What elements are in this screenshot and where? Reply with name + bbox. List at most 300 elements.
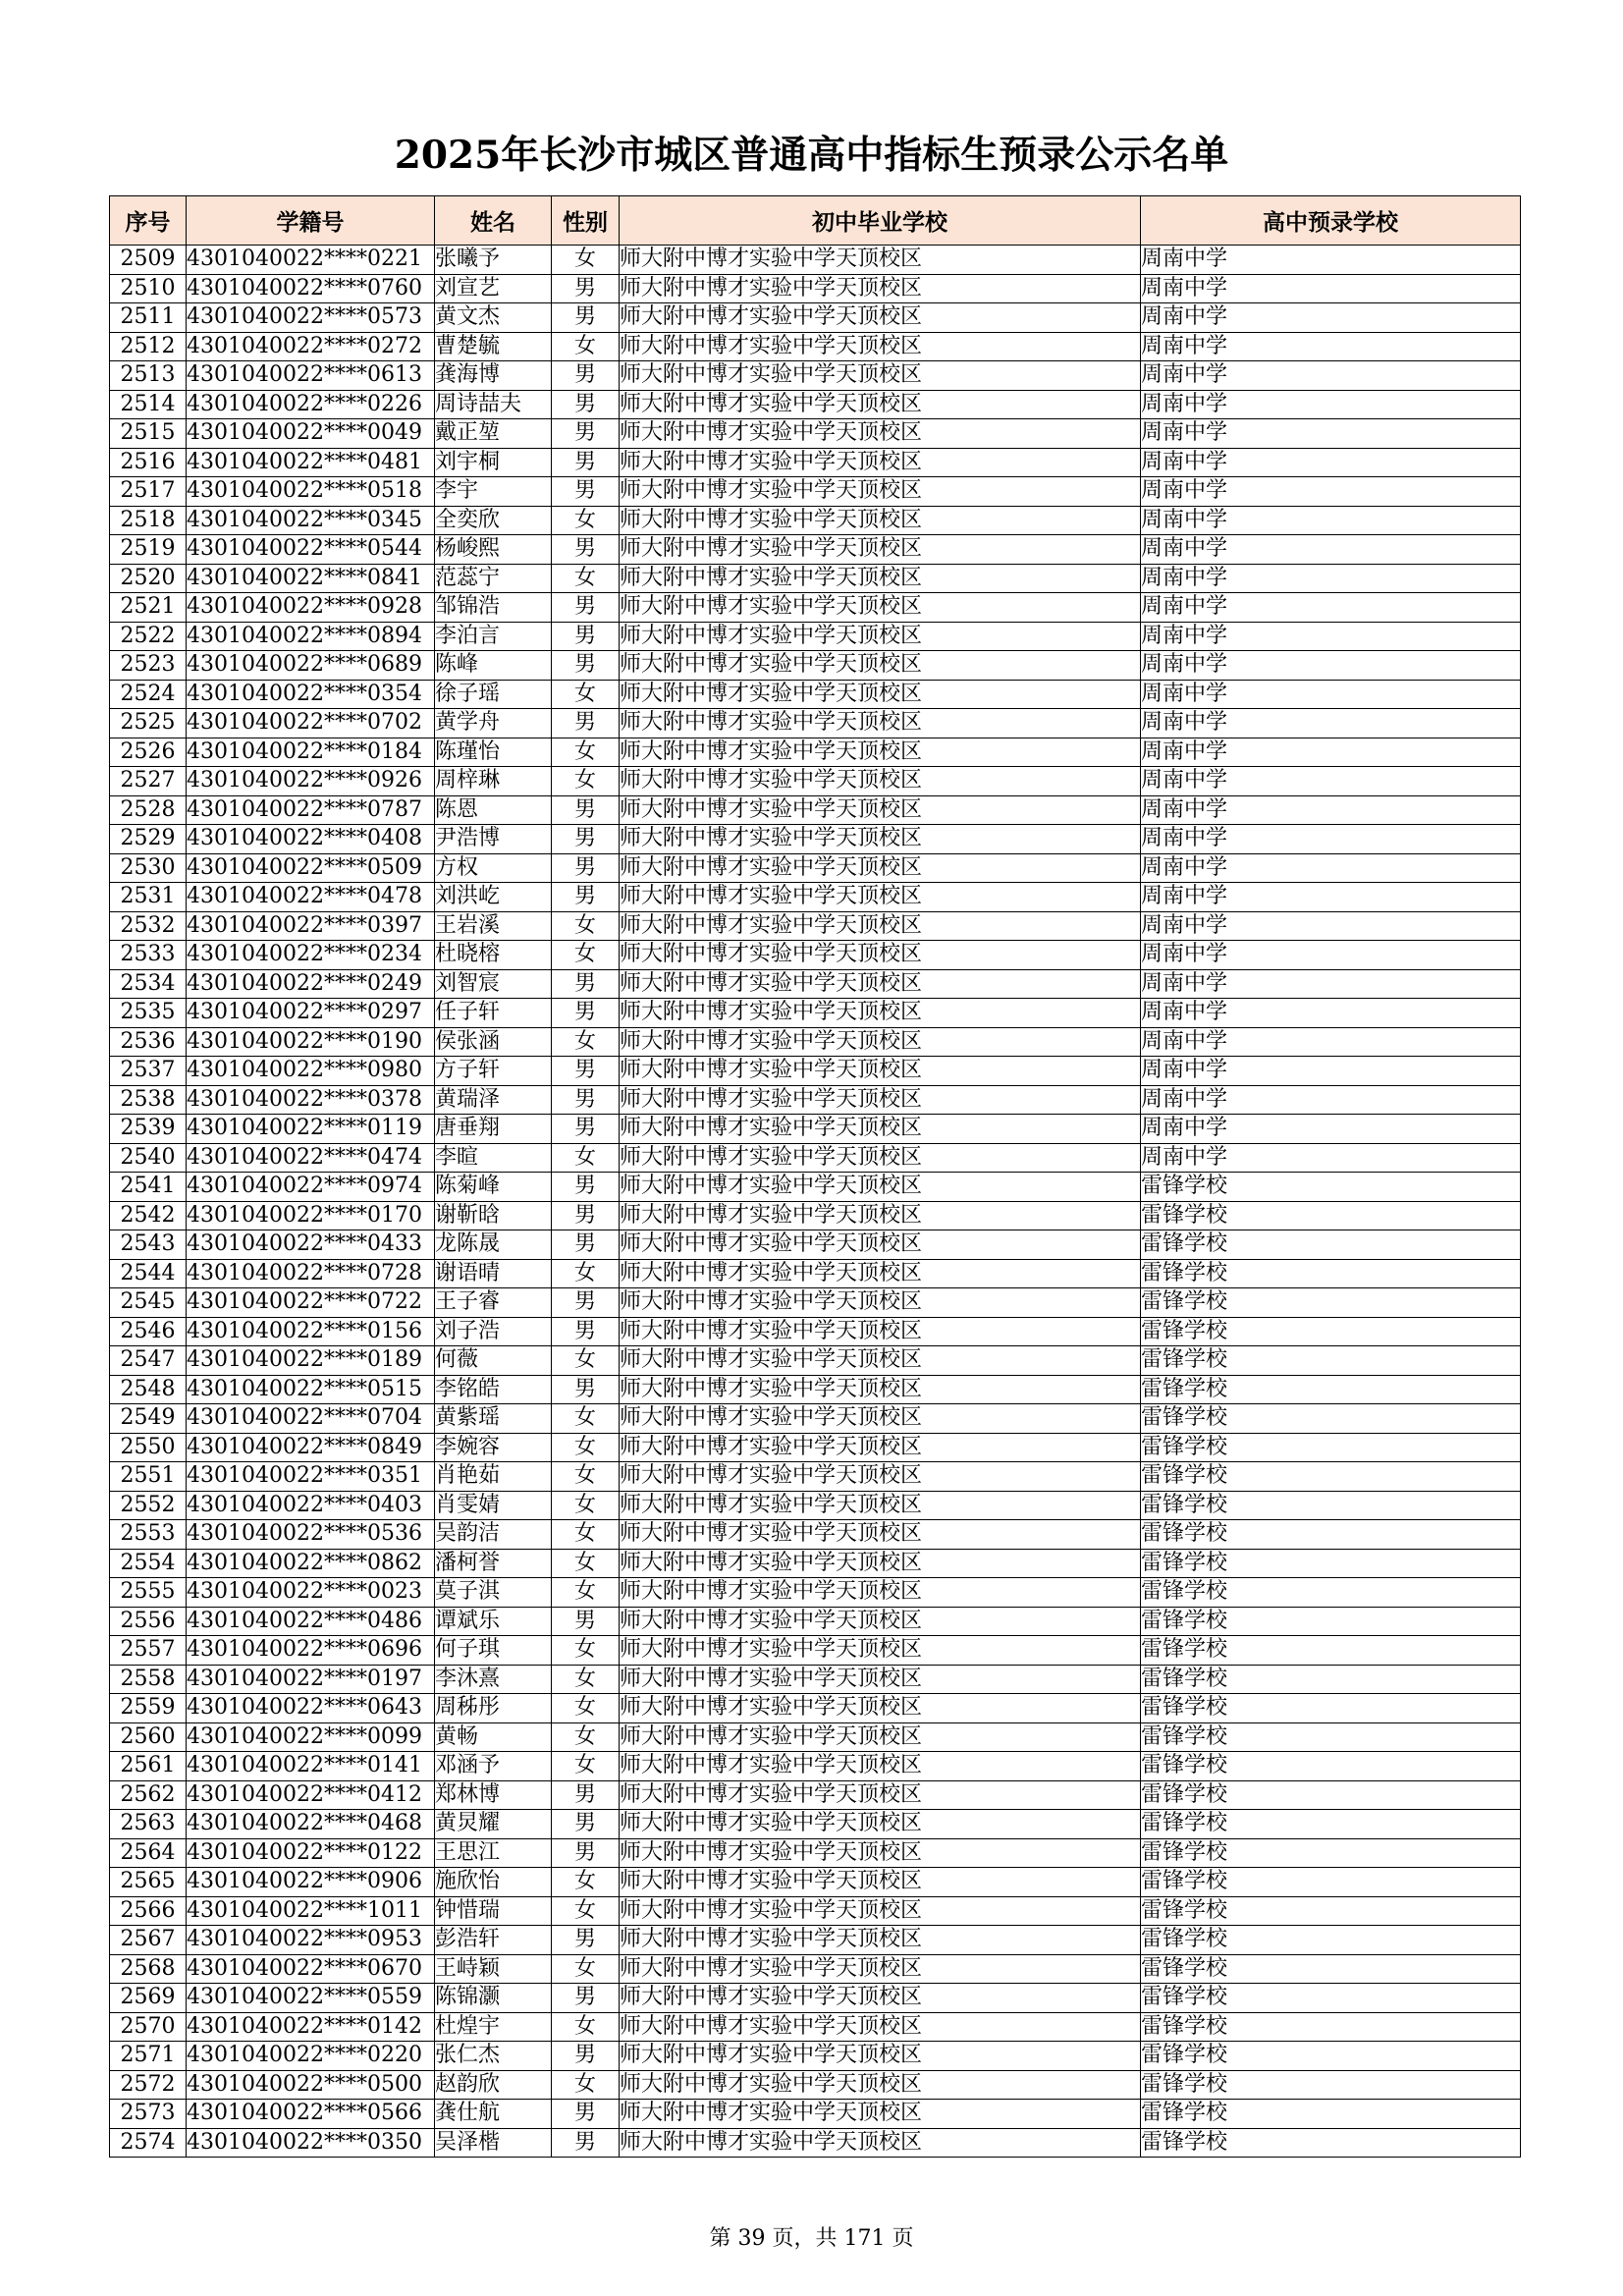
table-row [110, 2128, 1521, 2158]
cell-gender: 男 [552, 535, 620, 565]
cell-name: 郑林博 [435, 1780, 552, 1810]
cell-high-school: 周南中学 [1141, 795, 1521, 825]
cell-name: 陈恩 [435, 795, 552, 825]
cell-high-school: 周南中学 [1141, 246, 1521, 275]
cell-seq: 2569 [110, 1984, 187, 2013]
cell-gender: 女 [552, 1722, 620, 1752]
table-row [110, 795, 1521, 825]
cell-gender: 男 [552, 651, 620, 681]
cell-gender: 女 [552, 246, 620, 275]
cell-gender: 女 [552, 506, 620, 535]
cell-high-school: 雷锋学校 [1141, 2070, 1521, 2100]
table-row [110, 1926, 1521, 1955]
table-row [110, 767, 1521, 796]
cell-name: 吴韵洁 [435, 1520, 552, 1550]
cell-middle-school: 师大附中博才实验中学天顶校区 [620, 1288, 1141, 1318]
cell-seq: 2521 [110, 593, 187, 623]
table-row [110, 853, 1521, 883]
cell-gender: 女 [552, 332, 620, 361]
cell-student-id: 4301040022****0397 [187, 911, 435, 941]
table-row [110, 1057, 1521, 1086]
cell-student-id: 4301040022****0190 [187, 1027, 435, 1057]
cell-student-id: 4301040022****0670 [187, 1954, 435, 1984]
cell-gender: 男 [552, 448, 620, 477]
cell-student-id: 4301040022****0696 [187, 1636, 435, 1666]
cell-student-id: 4301040022****0481 [187, 448, 435, 477]
cell-name: 刘宇桐 [435, 448, 552, 477]
cell-gender: 女 [552, 1462, 620, 1492]
cell-name: 陈菊峰 [435, 1173, 552, 1202]
table-row [110, 1115, 1521, 1144]
cell-middle-school: 师大附中博才实验中学天顶校区 [620, 1115, 1141, 1144]
cell-gender: 女 [552, 1636, 620, 1666]
cell-high-school: 周南中学 [1141, 361, 1521, 391]
cell-name: 刘洪屹 [435, 883, 552, 912]
cell-middle-school: 师大附中博才实验中学天顶校区 [620, 477, 1141, 507]
cell-gender: 男 [552, 477, 620, 507]
cell-middle-school: 师大附中博才实验中学天顶校区 [620, 622, 1141, 651]
cell-seq: 2548 [110, 1375, 187, 1404]
cell-gender: 男 [552, 1838, 620, 1868]
cell-gender: 男 [552, 1607, 620, 1636]
cell-gender: 女 [552, 2012, 620, 2042]
cell-high-school: 周南中学 [1141, 999, 1521, 1028]
table-row [110, 1404, 1521, 1434]
cell-name: 张仁杰 [435, 2042, 552, 2071]
cell-high-school: 雷锋学校 [1141, 1578, 1521, 1608]
cell-high-school: 周南中学 [1141, 1143, 1521, 1173]
cell-name: 肖雯婧 [435, 1491, 552, 1520]
table-row [110, 593, 1521, 623]
cell-gender: 女 [552, 1752, 620, 1781]
table-row [110, 246, 1521, 275]
cell-high-school: 周南中学 [1141, 738, 1521, 767]
cell-high-school: 雷锋学校 [1141, 1780, 1521, 1810]
cell-middle-school: 师大附中博才实验中学天顶校区 [620, 1433, 1141, 1462]
cell-seq: 2535 [110, 999, 187, 1028]
cell-student-id: 4301040022****0189 [187, 1346, 435, 1376]
cell-seq: 2530 [110, 853, 187, 883]
cell-gender: 男 [552, 1085, 620, 1115]
cell-name: 黄学舟 [435, 709, 552, 738]
cell-gender: 男 [552, 969, 620, 999]
table-row [110, 2100, 1521, 2129]
cell-name: 黄瑞泽 [435, 1085, 552, 1115]
cell-middle-school: 师大附中博才实验中学天顶校区 [620, 1896, 1141, 1926]
cell-seq: 2515 [110, 419, 187, 449]
cell-student-id: 4301040022****0486 [187, 1607, 435, 1636]
cell-student-id: 4301040022****0894 [187, 622, 435, 651]
cell-name: 周梓琳 [435, 767, 552, 796]
cell-student-id: 4301040022****0272 [187, 332, 435, 361]
cell-seq: 2533 [110, 941, 187, 970]
cell-high-school: 雷锋学校 [1141, 1926, 1521, 1955]
cell-name: 杨峻熙 [435, 535, 552, 565]
cell-high-school: 雷锋学校 [1141, 1259, 1521, 1288]
cell-student-id: 4301040022****0170 [187, 1201, 435, 1230]
cell-student-id: 4301040022****0478 [187, 883, 435, 912]
cell-name: 陈锦灏 [435, 1984, 552, 2013]
cell-name: 徐子瑶 [435, 680, 552, 709]
cell-seq: 2566 [110, 1896, 187, 1926]
cell-seq: 2540 [110, 1143, 187, 1173]
cell-high-school: 雷锋学校 [1141, 2042, 1521, 2071]
cell-student-id: 4301040022****0184 [187, 738, 435, 767]
cell-middle-school: 师大附中博才实验中学天顶校区 [620, 1780, 1141, 1810]
cell-seq: 2514 [110, 390, 187, 419]
cell-seq: 2511 [110, 303, 187, 333]
cell-name: 任子轩 [435, 999, 552, 1028]
cell-name: 方子轩 [435, 1057, 552, 1086]
cell-seq: 2525 [110, 709, 187, 738]
table-row [110, 274, 1521, 303]
cell-seq: 2570 [110, 2012, 187, 2042]
cell-student-id: 4301040022****0953 [187, 1926, 435, 1955]
cell-student-id: 4301040022****1011 [187, 1896, 435, 1926]
cell-gender: 男 [552, 2128, 620, 2158]
cell-middle-school: 师大附中博才实验中学天顶校区 [620, 941, 1141, 970]
cell-name: 李铭皓 [435, 1375, 552, 1404]
cell-gender: 女 [552, 1896, 620, 1926]
cell-middle-school: 师大附中博才实验中学天顶校区 [620, 1201, 1141, 1230]
cell-seq: 2565 [110, 1868, 187, 1897]
cell-seq: 2571 [110, 2042, 187, 2071]
cell-high-school: 周南中学 [1141, 593, 1521, 623]
cell-gender: 男 [552, 593, 620, 623]
cell-student-id: 4301040022****0926 [187, 767, 435, 796]
cell-student-id: 4301040022****0408 [187, 825, 435, 854]
cell-high-school: 雷锋学校 [1141, 1694, 1521, 1723]
cell-seq: 2544 [110, 1259, 187, 1288]
cell-gender: 女 [552, 1259, 620, 1288]
cell-high-school: 雷锋学校 [1141, 1317, 1521, 1346]
cell-high-school: 雷锋学校 [1141, 1288, 1521, 1318]
cell-middle-school: 师大附中博才实验中学天顶校区 [620, 303, 1141, 333]
cell-middle-school: 师大附中博才实验中学天顶校区 [620, 825, 1141, 854]
cell-middle-school: 师大附中博才实验中学天顶校区 [620, 535, 1141, 565]
cell-gender: 男 [552, 1173, 620, 1202]
cell-seq: 2555 [110, 1578, 187, 1608]
cell-name: 黄畅 [435, 1722, 552, 1752]
cell-student-id: 4301040022****0433 [187, 1230, 435, 1260]
cell-student-id: 4301040022****0559 [187, 1984, 435, 2013]
table-row [110, 1810, 1521, 1839]
cell-high-school: 周南中学 [1141, 506, 1521, 535]
table-row [110, 1027, 1521, 1057]
cell-middle-school: 师大附中博才实验中学天顶校区 [620, 1954, 1141, 1984]
cell-middle-school: 师大附中博才实验中学天顶校区 [620, 883, 1141, 912]
cell-seq: 2513 [110, 361, 187, 391]
cell-middle-school: 师大附中博才实验中学天顶校区 [620, 1346, 1141, 1376]
cell-high-school: 雷锋学校 [1141, 1607, 1521, 1636]
cell-gender: 男 [552, 883, 620, 912]
cell-middle-school: 师大附中博才实验中学天顶校区 [620, 564, 1141, 593]
cell-name: 潘柯誉 [435, 1549, 552, 1578]
table-body [110, 246, 1521, 2158]
cell-seq: 2539 [110, 1115, 187, 1144]
cell-student-id: 4301040022****0862 [187, 1549, 435, 1578]
cell-seq: 2517 [110, 477, 187, 507]
table-row [110, 564, 1521, 593]
cell-student-id: 4301040022****0119 [187, 1115, 435, 1144]
cell-middle-school: 师大附中博才实验中学天顶校区 [620, 1404, 1141, 1434]
cell-student-id: 4301040022****0226 [187, 390, 435, 419]
cell-student-id: 4301040022****0142 [187, 2012, 435, 2042]
cell-seq: 2537 [110, 1057, 187, 1086]
cell-middle-school: 师大附中博才实验中学天顶校区 [620, 1578, 1141, 1608]
column-header-seq: 序号 [110, 196, 187, 246]
cell-student-id: 4301040022****0049 [187, 419, 435, 449]
cell-middle-school: 师大附中博才实验中学天顶校区 [620, 999, 1141, 1028]
cell-name: 唐垂翔 [435, 1115, 552, 1144]
cell-middle-school: 师大附中博才实验中学天顶校区 [620, 2070, 1141, 2100]
cell-middle-school: 师大附中博才实验中学天顶校区 [620, 2100, 1141, 2129]
cell-high-school: 周南中学 [1141, 1115, 1521, 1144]
page-footer: 第 39 页，共 171 页 [709, 2226, 914, 2251]
cell-seq: 2536 [110, 1027, 187, 1057]
cell-gender: 男 [552, 1057, 620, 1086]
cell-name: 谢靳晗 [435, 1201, 552, 1230]
cell-seq: 2529 [110, 825, 187, 854]
cell-high-school: 周南中学 [1141, 1027, 1521, 1057]
cell-name: 龚海博 [435, 361, 552, 391]
cell-seq: 2551 [110, 1462, 187, 1492]
cell-high-school: 周南中学 [1141, 1085, 1521, 1115]
cell-high-school: 雷锋学校 [1141, 1868, 1521, 1897]
cell-student-id: 4301040022****0345 [187, 506, 435, 535]
cell-gender: 男 [552, 1288, 620, 1318]
cell-name: 王岩溪 [435, 911, 552, 941]
cell-middle-school: 师大附中博才实验中学天顶校区 [620, 680, 1141, 709]
cell-high-school: 周南中学 [1141, 883, 1521, 912]
cell-name: 谭斌乐 [435, 1607, 552, 1636]
table-row [110, 535, 1521, 565]
cell-gender: 女 [552, 767, 620, 796]
cell-name: 黄炅耀 [435, 1810, 552, 1839]
cell-gender: 男 [552, 1984, 620, 2013]
cell-gender: 女 [552, 1868, 620, 1897]
cell-middle-school: 师大附中博才实验中学天顶校区 [620, 911, 1141, 941]
cell-seq: 2538 [110, 1085, 187, 1115]
table-row [110, 1636, 1521, 1666]
table-row [110, 303, 1521, 333]
cell-name: 陈峰 [435, 651, 552, 681]
cell-middle-school: 师大附中博才实验中学天顶校区 [620, 1143, 1141, 1173]
cell-name: 方权 [435, 853, 552, 883]
table-row [110, 1694, 1521, 1723]
cell-name: 赵韵欣 [435, 2070, 552, 2100]
table-row [110, 1838, 1521, 1868]
cell-high-school: 雷锋学校 [1141, 1491, 1521, 1520]
cell-seq: 2562 [110, 1780, 187, 1810]
cell-gender: 女 [552, 1694, 620, 1723]
cell-middle-school: 师大附中博才实验中学天顶校区 [620, 1868, 1141, 1897]
cell-seq: 2509 [110, 246, 187, 275]
cell-student-id: 4301040022****0544 [187, 535, 435, 565]
cell-middle-school: 师大附中博才实验中学天顶校区 [620, 1722, 1141, 1752]
cell-name: 周诗喆夫 [435, 390, 552, 419]
table-row [110, 1722, 1521, 1752]
cell-high-school: 雷锋学校 [1141, 1462, 1521, 1492]
cell-middle-school: 师大附中博才实验中学天顶校区 [620, 274, 1141, 303]
cell-seq: 2523 [110, 651, 187, 681]
cell-seq: 2558 [110, 1665, 187, 1694]
cell-student-id: 4301040022****0500 [187, 2070, 435, 2100]
cell-high-school: 周南中学 [1141, 767, 1521, 796]
table-row [110, 825, 1521, 854]
cell-seq: 2531 [110, 883, 187, 912]
cell-gender: 男 [552, 622, 620, 651]
cell-seq: 2542 [110, 1201, 187, 1230]
cell-student-id: 4301040022****0849 [187, 1433, 435, 1462]
cell-gender: 男 [552, 1115, 620, 1144]
cell-name: 张曦予 [435, 246, 552, 275]
cell-middle-school: 师大附中博才实验中学天顶校区 [620, 709, 1141, 738]
table-row [110, 680, 1521, 709]
cell-gender: 女 [552, 1491, 620, 1520]
cell-middle-school: 师大附中博才实验中学天顶校区 [620, 593, 1141, 623]
cell-seq: 2547 [110, 1346, 187, 1376]
table-row [110, 651, 1521, 681]
table-row [110, 506, 1521, 535]
cell-student-id: 4301040022****0689 [187, 651, 435, 681]
cell-name: 钟惜瑞 [435, 1896, 552, 1926]
table-row [110, 1549, 1521, 1578]
cell-name: 李泊言 [435, 622, 552, 651]
cell-high-school: 雷锋学校 [1141, 1375, 1521, 1404]
cell-name: 莫子淇 [435, 1578, 552, 1608]
cell-name: 王峙颖 [435, 1954, 552, 1984]
cell-high-school: 雷锋学校 [1141, 1636, 1521, 1666]
cell-seq: 2553 [110, 1520, 187, 1550]
cell-student-id: 4301040022****0536 [187, 1520, 435, 1550]
cell-student-id: 4301040022****0297 [187, 999, 435, 1028]
cell-seq: 2549 [110, 1404, 187, 1434]
table-row [110, 477, 1521, 507]
cell-student-id: 4301040022****0573 [187, 303, 435, 333]
cell-name: 杜煌宇 [435, 2012, 552, 2042]
cell-name: 曹楚毓 [435, 332, 552, 361]
cell-name: 全奕欣 [435, 506, 552, 535]
cell-student-id: 4301040022****0403 [187, 1491, 435, 1520]
cell-high-school: 雷锋学校 [1141, 2012, 1521, 2042]
cell-middle-school: 师大附中博才实验中学天顶校区 [620, 419, 1141, 449]
cell-gender: 男 [552, 390, 620, 419]
cell-name: 施欣怡 [435, 1868, 552, 1897]
cell-gender: 男 [552, 1317, 620, 1346]
table-row [110, 1317, 1521, 1346]
cell-gender: 男 [552, 2100, 620, 2129]
cell-seq: 2541 [110, 1173, 187, 1202]
page-title: 2025年长沙市城区普通高中指标生预录公示名单 [394, 133, 1229, 178]
cell-middle-school: 师大附中博才实验中学天顶校区 [620, 969, 1141, 999]
table-row [110, 1173, 1521, 1202]
cell-middle-school: 师大附中博才实验中学天顶校区 [620, 651, 1141, 681]
cell-middle-school: 师大附中博才实验中学天顶校区 [620, 1317, 1141, 1346]
cell-name: 刘宣艺 [435, 274, 552, 303]
cell-student-id: 4301040022****0354 [187, 680, 435, 709]
cell-name: 何薇 [435, 1346, 552, 1376]
cell-student-id: 4301040022****0234 [187, 941, 435, 970]
table-row [110, 911, 1521, 941]
cell-high-school: 雷锋学校 [1141, 1201, 1521, 1230]
column-header-gender: 性别 [552, 196, 620, 246]
cell-student-id: 4301040022****0474 [187, 1143, 435, 1173]
cell-middle-school: 师大附中博才实验中学天顶校区 [620, 738, 1141, 767]
cell-student-id: 4301040022****0722 [187, 1288, 435, 1318]
table-row [110, 1868, 1521, 1897]
table-row [110, 1954, 1521, 1984]
cell-student-id: 4301040022****0141 [187, 1752, 435, 1781]
cell-gender: 男 [552, 709, 620, 738]
cell-student-id: 4301040022****0412 [187, 1780, 435, 1810]
table-row [110, 1896, 1521, 1926]
cell-high-school: 周南中学 [1141, 448, 1521, 477]
table-row [110, 2012, 1521, 2042]
cell-gender: 男 [552, 1375, 620, 1404]
cell-name: 王子睿 [435, 1288, 552, 1318]
table-row [110, 390, 1521, 419]
cell-seq: 2534 [110, 969, 187, 999]
cell-name: 谢语晴 [435, 1259, 552, 1288]
table-row [110, 1665, 1521, 1694]
cell-middle-school: 师大附中博才实验中学天顶校区 [620, 1636, 1141, 1666]
cell-student-id: 4301040022****0928 [187, 593, 435, 623]
cell-middle-school: 师大附中博才实验中学天顶校区 [620, 1462, 1141, 1492]
cell-middle-school: 师大附中博才实验中学天顶校区 [620, 1984, 1141, 2013]
cell-name: 李婉容 [435, 1433, 552, 1462]
cell-middle-school: 师大附中博才实验中学天顶校区 [620, 2128, 1141, 2158]
cell-seq: 2527 [110, 767, 187, 796]
cell-high-school: 周南中学 [1141, 853, 1521, 883]
cell-student-id: 4301040022****0566 [187, 2100, 435, 2129]
cell-seq: 2528 [110, 795, 187, 825]
table-row [110, 332, 1521, 361]
cell-name: 李沐熹 [435, 1665, 552, 1694]
cell-middle-school: 师大附中博才实验中学天顶校区 [620, 1665, 1141, 1694]
cell-student-id: 4301040022****0702 [187, 709, 435, 738]
cell-middle-school: 师大附中博才实验中学天顶校区 [620, 1491, 1141, 1520]
table-row [110, 1288, 1521, 1318]
roster-table [109, 195, 1521, 2158]
table-row [110, 999, 1521, 1028]
table-row [110, 1259, 1521, 1288]
table-row [110, 709, 1521, 738]
cell-high-school: 周南中学 [1141, 564, 1521, 593]
cell-name: 周秭彤 [435, 1694, 552, 1723]
cell-seq: 2518 [110, 506, 187, 535]
cell-high-school: 周南中学 [1141, 709, 1521, 738]
cell-student-id: 4301040022****0787 [187, 795, 435, 825]
cell-high-school: 雷锋学校 [1141, 1173, 1521, 1202]
cell-name: 陈瑾怡 [435, 738, 552, 767]
cell-gender: 男 [552, 1926, 620, 1955]
cell-name: 尹浩博 [435, 825, 552, 854]
cell-student-id: 4301040022****0613 [187, 361, 435, 391]
table-row [110, 1984, 1521, 2013]
cell-student-id: 4301040022****0221 [187, 246, 435, 275]
cell-gender: 男 [552, 999, 620, 1028]
cell-seq: 2572 [110, 2070, 187, 2100]
table-row [110, 2042, 1521, 2071]
table-row [110, 1230, 1521, 1260]
cell-middle-school: 师大附中博才实验中学天顶校区 [620, 1173, 1141, 1202]
cell-seq: 2568 [110, 1954, 187, 1984]
cell-student-id: 4301040022****0509 [187, 853, 435, 883]
cell-middle-school: 师大附中博才实验中学天顶校区 [620, 1375, 1141, 1404]
cell-middle-school: 师大附中博才实验中学天顶校区 [620, 361, 1141, 391]
cell-high-school: 雷锋学校 [1141, 1954, 1521, 1984]
